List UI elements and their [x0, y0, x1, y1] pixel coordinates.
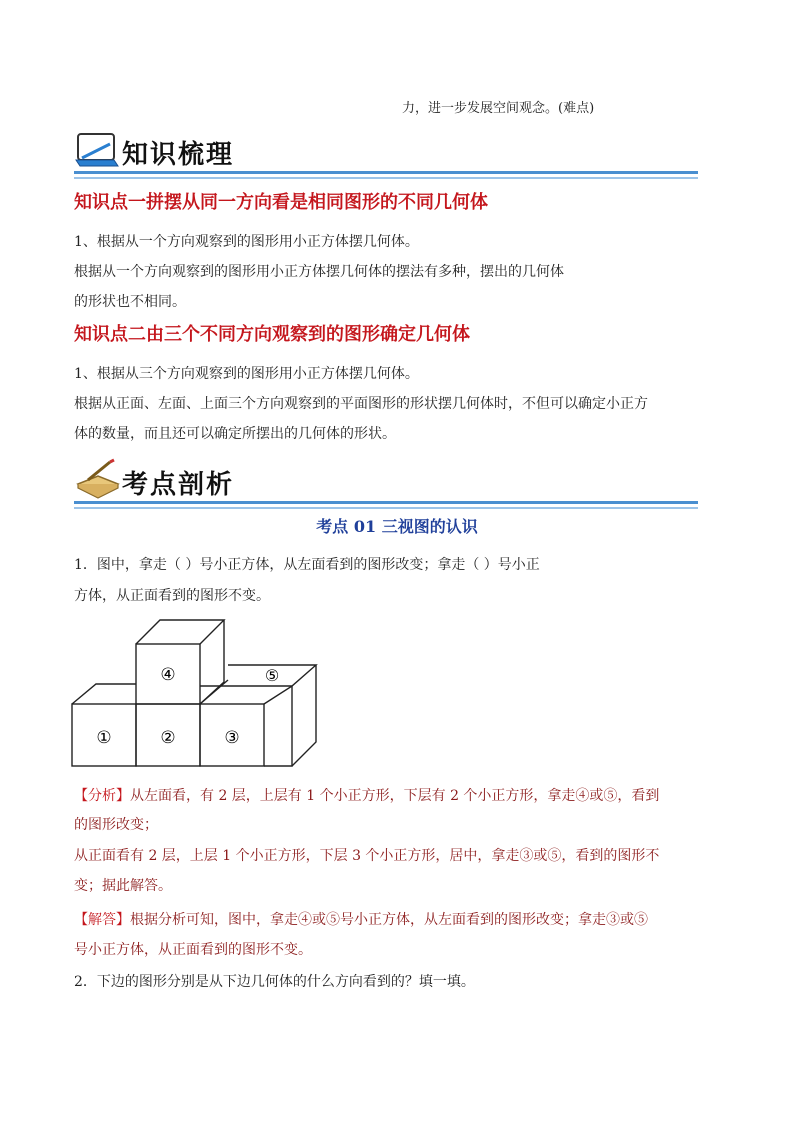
analysis-text: 从左面看，有 2 层，上层有 1 个小正方形，下层有 2 个小正方形，拿走④或⑤，看到	[130, 788, 660, 804]
pen-book-icon	[74, 458, 122, 500]
paragraph-line: 1、根据从三个方向观察到的图形用小正方体摆几何体。	[74, 366, 419, 382]
paragraph-line: 的形状也不相同。	[74, 294, 186, 310]
paragraph-line: 1、根据从一个方向观察到的图形用小正方体摆几何体。	[74, 234, 419, 250]
question-1-line: 方体，从正面看到的图形不变。	[74, 588, 270, 604]
divider	[74, 501, 698, 504]
cube-label: ③	[224, 728, 240, 748]
cube-figure	[70, 618, 322, 770]
solution-tag: 【解答】	[74, 912, 130, 928]
divider	[74, 507, 698, 509]
header-fragment: 力，进一步发展空间观念。(难点)	[402, 101, 595, 116]
question-2: 2．下边的图形分别是从下边几何体的什么方向看到的？填一填。	[74, 974, 475, 990]
analysis-line: 的图形改变；	[74, 817, 158, 833]
analysis-line	[74, 786, 734, 806]
solution-line: 号小正方体，从正面看到的图形不变。	[74, 942, 312, 958]
cube-label: ⑤	[264, 666, 280, 685]
divider	[74, 177, 698, 179]
solution-line	[74, 910, 734, 930]
paragraph-line: 根据从正面、左面、上面三个方向观察到的平面图形的形状摆几何体时，不但可以确定小正方	[74, 396, 648, 412]
section-title: 考点剖析	[122, 470, 235, 500]
section-title: 知识梳理	[122, 140, 235, 170]
divider	[74, 171, 698, 174]
analysis-tag: 【分析】	[74, 788, 130, 804]
cube-label: ②	[160, 728, 176, 748]
analysis-line: 变；据此解答。	[74, 878, 172, 894]
knowledge-point-heading: 知识点二由三个不同方向观察到的图形确定几何体	[74, 324, 470, 345]
cube-label: ④	[160, 665, 176, 685]
book-icon	[74, 130, 120, 170]
section-banner-knowledge	[74, 128, 698, 180]
knowledge-point-heading: 知识点一拼摆从同一方向看是相同图形的不同几何体	[74, 192, 488, 213]
paragraph-line: 根据从一个方向观察到的图形用小正方体摆几何体的摆法有多种，摆出的几何体	[74, 264, 564, 280]
paragraph-line: 体的数量，而且还可以确定所摆出的几何体的形状。	[74, 426, 396, 442]
topic-title: 考点 01 三视图的认识	[316, 517, 478, 536]
analysis-line: 从正面看有 2 层，上层 1 个小正方形，下层 3 个小正方形，居中，拿走③或⑤，看到的图形不	[74, 848, 660, 864]
section-banner-analysis	[74, 458, 698, 510]
cube-label: ①	[96, 728, 112, 748]
solution-text: 根据分析可知，图中，拿走④或⑤号小正方体，从左面看到的图形改变；拿走③或⑤	[130, 912, 648, 928]
question-1-line: 1．图中，拿走（ ）号小正方体，从左面看到的图形改变；拿走（ ）号小正	[74, 557, 540, 573]
